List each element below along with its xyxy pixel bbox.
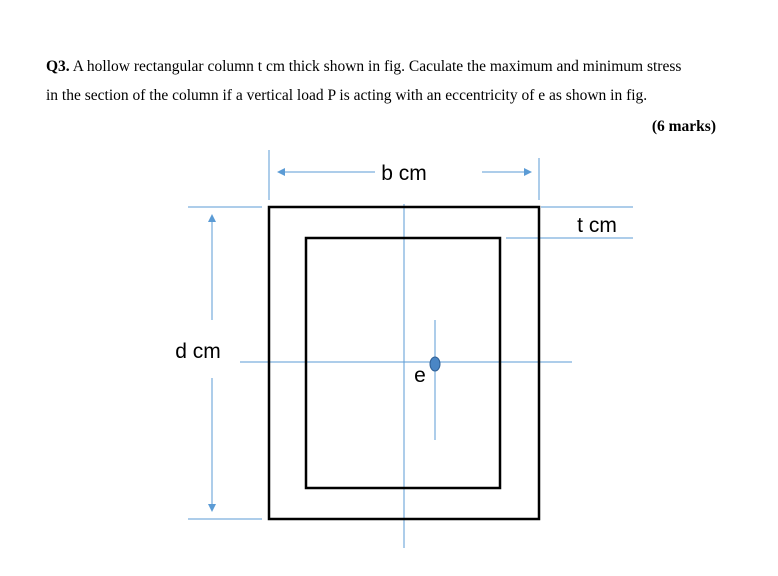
inner-rectangle [306, 238, 500, 488]
question-line-2: in the section of the column if a vertical load P is acting with an eccentricity of e as shown in fig. [46, 87, 648, 104]
eccentricity-label: e [414, 364, 426, 387]
width-label: b cm [381, 162, 427, 185]
question-number: Q3. [46, 58, 70, 75]
depth-label: d cm [175, 340, 221, 363]
thickness-label: t cm [577, 214, 617, 237]
load-point-marker [430, 357, 440, 371]
question-body-1: A hollow rectangular column t cm thick shown in fig. Caculate the maximum and minimum stress [72, 58, 682, 75]
marks-label: (6 marks) [651, 118, 716, 135]
